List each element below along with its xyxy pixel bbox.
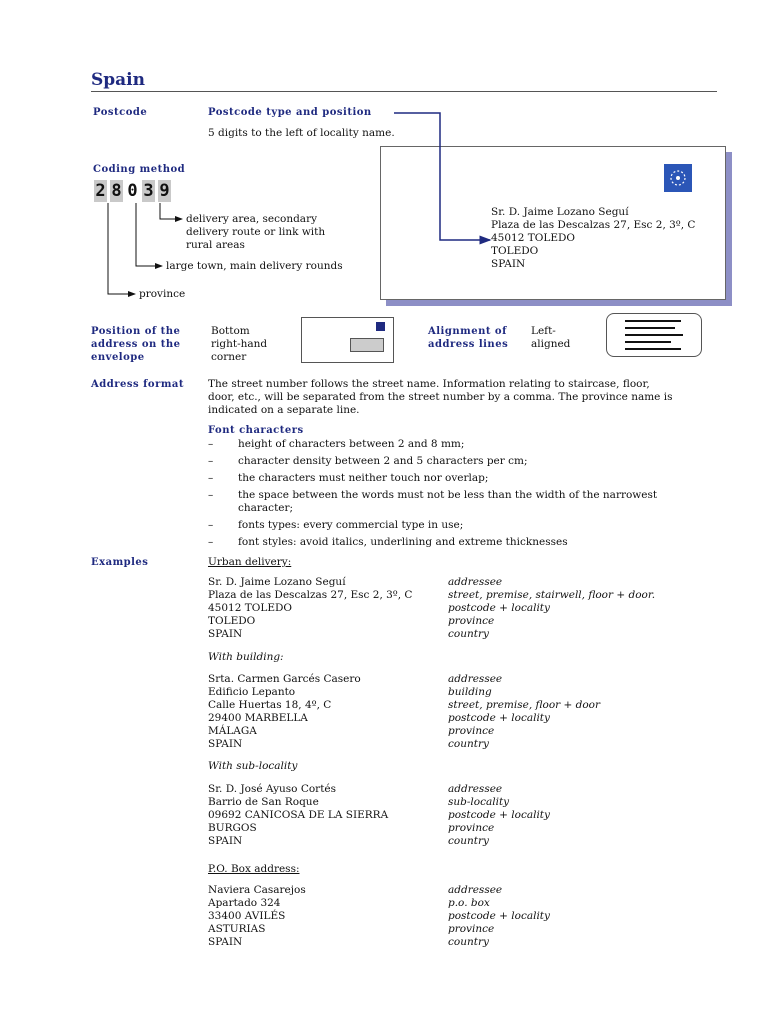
item-text: the characters must neither touch nor overlap; (238, 472, 489, 484)
building-heading: With building: (208, 651, 284, 663)
note-line: delivery area, secondary (186, 213, 318, 225)
position-envelope-icon (301, 317, 394, 363)
address-line: Apartado 324 (208, 897, 281, 909)
address-line: 45012 TOLEDO (491, 232, 576, 244)
address-block (350, 338, 384, 352)
address-format-label: Address format (91, 379, 185, 390)
postcode-type-heading: Postcode type and position (208, 107, 372, 118)
address-line: SPAIN (208, 936, 243, 948)
text-line: indicated on a separate line. (208, 404, 360, 416)
note-line: province (448, 923, 495, 935)
list-item: – the characters must neither touch nor overlap; (208, 472, 489, 484)
note-line: province (448, 822, 495, 834)
digit: 9 (159, 181, 170, 201)
label-line: address on the (91, 339, 181, 350)
address-line: Sr. D. José Ayuso Cortés (208, 783, 337, 795)
pobox-address (208, 884, 448, 949)
left-aligned-lines-icon (606, 313, 702, 357)
note-line: p.o. box (448, 897, 490, 909)
address-line: Plaza de las Descalzas 27, Esc 2, 3º, C (208, 589, 413, 601)
digit: 2 (95, 181, 106, 201)
urban-heading: Urban delivery: (208, 556, 292, 568)
sublocality-notes (448, 783, 718, 848)
list-item: – font styles: avoid italics, underlining and extreme thicknesses (208, 536, 568, 548)
list-item: – the space between the words must not be less than the width of the narrowest character; (208, 489, 658, 514)
pobox-heading: P.O. Box address: (208, 863, 300, 875)
digit: 8 (111, 181, 122, 201)
note-line: country (448, 936, 489, 948)
item-text: character density between 2 and 5 characters per cm; (238, 455, 528, 467)
note-line: addressee (448, 673, 503, 685)
address-line: SPAIN (208, 738, 243, 750)
postcode-type-text: 5 digits to the left of locality name. (208, 127, 395, 139)
font-characters-heading: Font characters (208, 425, 304, 436)
note-line: postcode + locality (448, 602, 550, 614)
sublocality-address (208, 783, 448, 848)
note-line: postcode + locality (448, 712, 550, 724)
item-text: height of characters between 2 and 8 mm; (238, 438, 465, 450)
urban-notes (448, 576, 718, 641)
label-line: address lines (428, 339, 509, 350)
coding-method-label: Coding method (93, 164, 186, 175)
alignment-value (531, 325, 570, 351)
text-line: The street number follows the street name. Information relating to staircase, floor, (208, 378, 650, 390)
position-value (211, 325, 267, 364)
note-line: street, premise, stairwell, floor + door. (448, 589, 656, 601)
address-line: 45012 TOLEDO (208, 602, 293, 614)
value-line: aligned (531, 338, 571, 350)
address-format-text (208, 378, 708, 417)
item-text (238, 489, 657, 515)
list-item: – height of characters between 2 and 8 mm; (208, 438, 465, 450)
pobox-notes (448, 884, 718, 949)
address-line: TOLEDO (491, 245, 539, 257)
sublocality-heading: With sub-locality (208, 760, 298, 772)
postcode-label: Postcode (93, 107, 148, 118)
address-line: Barrio de San Roque (208, 796, 319, 808)
address-line: MÁLAGA (208, 725, 257, 737)
value-line: right-hand (211, 338, 268, 350)
note-line: province (448, 615, 495, 627)
note-line: building (448, 686, 492, 698)
note-line: delivery route or link with (186, 226, 326, 238)
address-line: Srta. Carmen Garcés Casero (208, 673, 361, 685)
address-line: SPAIN (491, 258, 526, 270)
address-line: 33400 AVILÉS (208, 910, 286, 922)
digit: 3 (143, 181, 154, 201)
note-line: street, premise, floor + door (448, 699, 601, 711)
label-line: Alignment of (428, 326, 507, 337)
value-line: Bottom (211, 325, 250, 337)
item-text: font styles: avoid italics, underlining and extreme thicknesses (238, 536, 568, 548)
note-line: postcode + locality (448, 809, 550, 821)
address-line: Plaza de las Descalzas 27, Esc 2, 3º, C (491, 219, 696, 231)
note-line: country (448, 738, 489, 750)
note-line: sub-locality (448, 796, 510, 808)
address-line: Sr. D. Jaime Lozano Seguí (491, 206, 629, 218)
urban-address (208, 576, 448, 641)
label-line: envelope (91, 352, 145, 363)
note-line: addressee (448, 783, 503, 795)
alignment-label (428, 325, 508, 351)
address-line: Sr. D. Jaime Lozano Seguí (208, 576, 346, 588)
note-line: addressee (448, 576, 503, 588)
building-notes (448, 673, 718, 751)
address-line: BURGOS (208, 822, 257, 834)
note-line: country (448, 628, 489, 640)
note-line: country (448, 835, 489, 847)
building-address (208, 673, 448, 751)
value-line: corner (211, 351, 247, 363)
list-item: – fonts types: every commercial type in use; (208, 519, 464, 531)
item-line: character; (238, 502, 294, 514)
address-line: 29400 MARBELLA (208, 712, 308, 724)
text-line: door, etc., will be separated from the street number by a comma. The province name is (208, 391, 673, 403)
digit: 0 (127, 181, 138, 201)
examples-label: Examples (91, 557, 149, 568)
address-line: SPAIN (208, 835, 243, 847)
note-line: postcode + locality (448, 910, 550, 922)
note-large-town: large town, main delivery rounds (166, 260, 343, 272)
note-line: addressee (448, 884, 503, 896)
value-line: Left- (531, 325, 556, 337)
page-title: Spain (91, 70, 145, 90)
note-line: province (448, 725, 495, 737)
label-line: Position of the (91, 326, 181, 337)
item-text: fonts types: every commercial type in use; (238, 519, 464, 531)
position-label (91, 325, 181, 364)
address-line: SPAIN (208, 628, 243, 640)
list-item: – character density between 2 and 5 characters per cm; (208, 455, 528, 467)
note-line: rural areas (186, 239, 245, 251)
font-characters-list (208, 438, 708, 553)
note-province: province (139, 288, 186, 300)
address-line: Calle Huertas 18, 4º, C (208, 699, 332, 711)
address-line: ASTURIAS (208, 923, 266, 935)
address-line: 09692 CANICOSA DE LA SIERRA (208, 809, 389, 821)
stamp-square (376, 322, 385, 331)
item-line: the space between the words must not be less than the width of the narrowest (238, 489, 658, 501)
address-line: Edificio Lepanto (208, 686, 296, 698)
address-line: Naviera Casarejos (208, 884, 306, 896)
address-line: TOLEDO (208, 615, 256, 627)
